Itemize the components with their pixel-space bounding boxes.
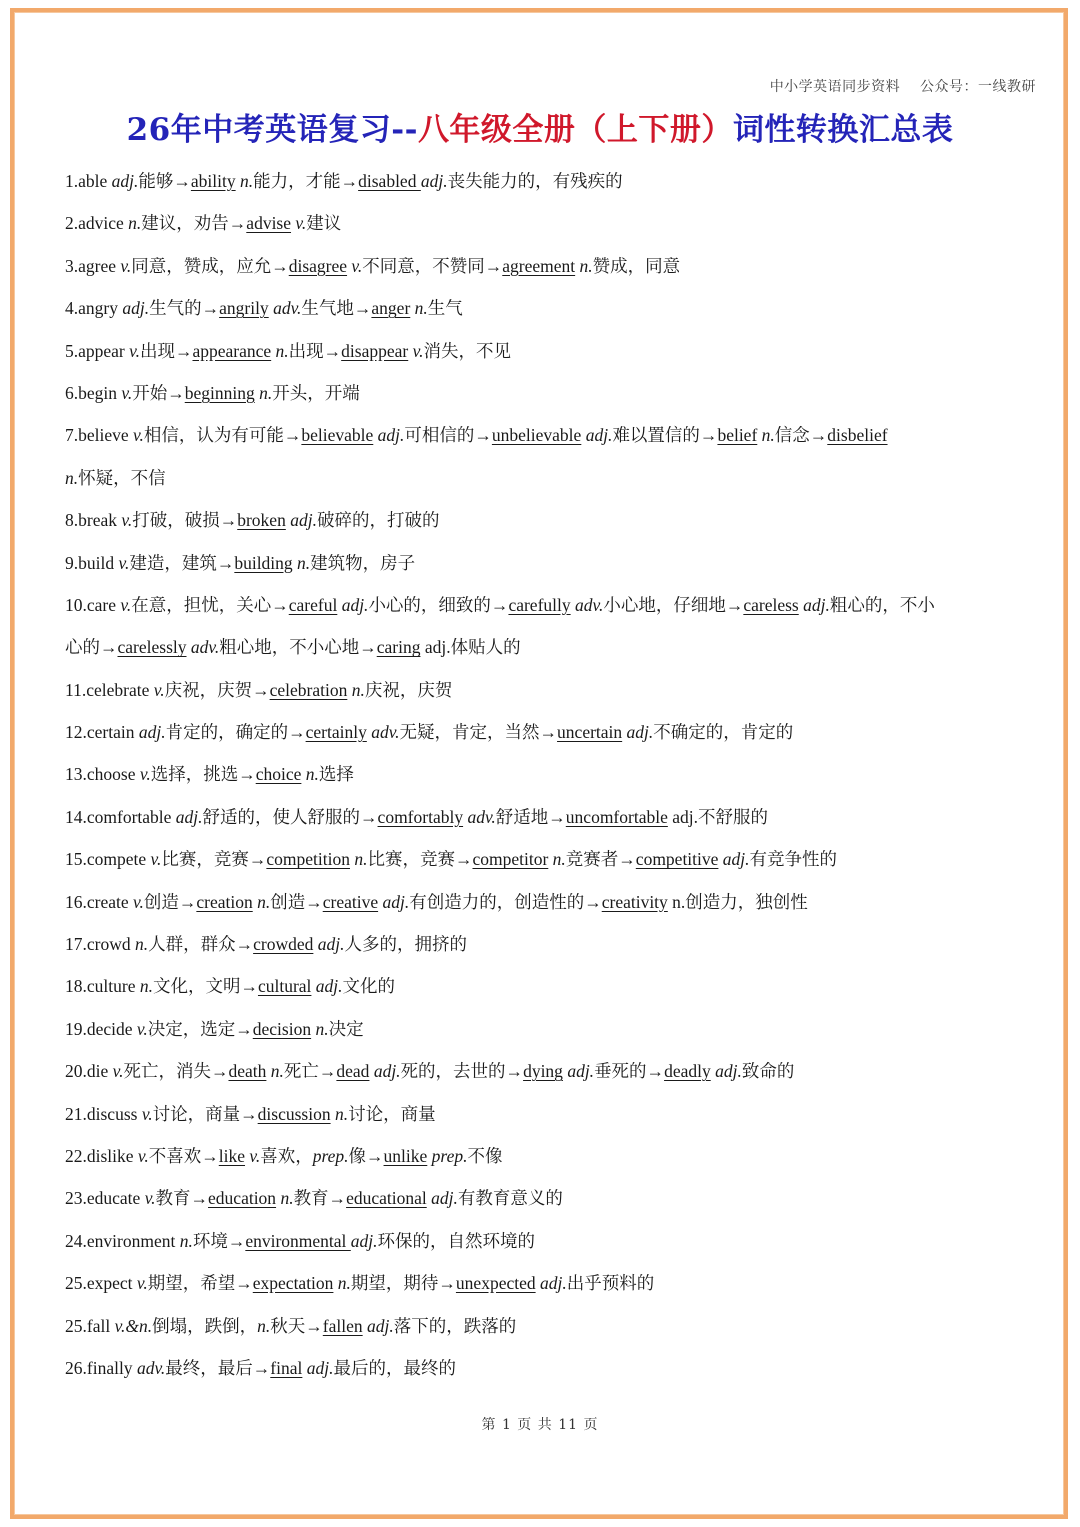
- derived-word: competitor: [472, 849, 549, 870]
- part-of-speech: adj.: [377, 425, 405, 446]
- entry-text: 25.expect: [65, 1273, 137, 1294]
- part-of-speech: v.: [412, 340, 424, 361]
- derived-word: agreement: [502, 255, 576, 276]
- entry-text: 可相信的→: [404, 425, 492, 446]
- entry-line: [65, 669, 1020, 711]
- derived-word: discussion: [257, 1103, 331, 1124]
- entry-text: 19.decide: [65, 1018, 137, 1039]
- part-of-speech: adj.: [382, 891, 410, 912]
- derived-word: building: [234, 552, 293, 573]
- entry-text: 人多的，拥挤的: [344, 934, 467, 955]
- derived-word: final: [270, 1357, 303, 1378]
- part-of-speech: adj.: [715, 1061, 742, 1082]
- entry-text: 人群，群众→: [148, 934, 254, 955]
- derived-word: ability: [190, 171, 236, 191]
- part-of-speech: n.: [270, 1061, 284, 1082]
- entry-text: 比赛，竞赛→: [367, 849, 473, 870]
- derived-word: death: [228, 1061, 267, 1082]
- part-of-speech: v.: [121, 382, 133, 403]
- part-of-speech: n.: [334, 1103, 349, 1124]
- title-part-2: 八年级全册（上下册）: [417, 112, 733, 148]
- entry-text: 期望，希望→: [147, 1273, 253, 1294]
- part-of-speech: adj.: [367, 1315, 394, 1336]
- entry-line: [65, 245, 1020, 287]
- entry-text: 开始→: [132, 382, 185, 403]
- part-of-speech: v.: [133, 425, 144, 446]
- derived-word: dead: [336, 1061, 370, 1082]
- entry-line: [65, 881, 1020, 923]
- entry-text: 打破，破损→: [132, 510, 238, 531]
- entry-text: 比赛，竞赛→: [161, 849, 267, 870]
- derived-word: disagree: [288, 255, 348, 276]
- entry-text: 26.finally: [65, 1357, 137, 1378]
- entry-text: 倒塌，跌倒，: [152, 1315, 258, 1336]
- account-label: 公众号：一线教研: [920, 79, 1036, 95]
- derived-word: dying: [523, 1061, 563, 1082]
- part-of-speech: adj.: [539, 1273, 567, 1294]
- entry-text: 舒适的，使人舒服的→: [202, 806, 378, 827]
- entry-line: [65, 584, 1020, 626]
- entry-text: 出乎预料的: [566, 1273, 655, 1294]
- entry-line: [65, 838, 1020, 880]
- entry-text: 10.care: [65, 594, 121, 615]
- entry-text: 环保的，自然环境的: [377, 1230, 536, 1251]
- entry-text: 21.discuss: [65, 1103, 142, 1124]
- entry-text: 期望，期待→: [350, 1273, 456, 1294]
- entry-text: 出现→: [139, 340, 193, 361]
- derived-word: disappear: [341, 340, 409, 361]
- entry-text: 17.crowd: [65, 934, 135, 955]
- part-of-speech: adv.: [190, 637, 220, 658]
- entry-text: 舒适地→: [495, 806, 566, 827]
- derived-word: certainly: [305, 722, 367, 743]
- page-number: 第 1 页 共 11 页: [481, 1417, 599, 1433]
- part-of-speech: n.: [354, 849, 368, 870]
- part-of-speech: n.: [552, 849, 566, 870]
- part-of-speech: prep.: [431, 1145, 468, 1166]
- entry-text: 不像: [467, 1145, 503, 1166]
- entry-text: 有教育意义的: [457, 1188, 563, 1209]
- derived-word: competition: [266, 849, 350, 870]
- entry-line: [65, 711, 1020, 753]
- entry-text: 7.believe: [65, 425, 134, 446]
- entry-text: 生气: [427, 298, 463, 319]
- entry-text: 11.celebrate: [65, 679, 154, 700]
- entry-text: 有创造力的，创造性的→: [409, 891, 602, 912]
- entry-text: 破碎的，打破的: [316, 510, 440, 531]
- part-of-speech: n.: [179, 1230, 193, 1251]
- entry-text: 喜欢，: [260, 1145, 313, 1166]
- derived-word: uncertain: [557, 722, 623, 743]
- entry-text: 信念→: [774, 425, 828, 446]
- part-of-speech: n.: [257, 891, 271, 912]
- entry-text: 死的，去世的→: [400, 1061, 524, 1082]
- part-of-speech: v.: [139, 764, 151, 785]
- title-part-3: 词性转换汇总表: [732, 112, 954, 148]
- entry-text: adj.体贴人的: [420, 637, 521, 658]
- entry-text: 秋天→: [270, 1315, 323, 1336]
- entry-line: [65, 1347, 1020, 1389]
- entry-text: 落下的，跌落的: [393, 1315, 517, 1336]
- entry-text: 像→: [348, 1145, 384, 1166]
- entry-text: 决定，选定→: [147, 1018, 253, 1039]
- part-of-speech: adj.: [341, 594, 369, 615]
- part-of-speech: v.&n.: [114, 1315, 153, 1336]
- part-of-speech: n.: [275, 340, 289, 361]
- derived-word: anger: [371, 298, 411, 319]
- part-of-speech: v.: [144, 1188, 156, 1209]
- derived-word: disbelief: [827, 425, 888, 446]
- entry-line: [65, 796, 1020, 838]
- derived-word: angrily: [219, 298, 269, 319]
- derived-word: carefully: [508, 594, 571, 615]
- entry-text: 小心地，仔细地→: [603, 594, 744, 615]
- part-of-speech: n.: [579, 255, 593, 276]
- entry-text: 垂死的→: [594, 1061, 665, 1082]
- entry-text: 生气地→: [301, 298, 372, 319]
- part-of-speech: adj.: [585, 425, 613, 446]
- entry-text: 15.compete: [65, 849, 151, 870]
- entry-text: 竞赛者→: [565, 849, 636, 870]
- entry-text: n.创造力，独创性: [667, 891, 808, 912]
- derived-word: celebration: [269, 679, 348, 700]
- title-part-1: 26年中考英语复习--: [126, 112, 418, 148]
- part-of-speech: n.: [134, 934, 149, 955]
- entry-text: 教育→: [293, 1188, 347, 1209]
- entry-text: 难以置信的→: [612, 425, 718, 446]
- entry-text: 死亡，消失→: [123, 1061, 229, 1082]
- part-of-speech: adj.: [626, 722, 654, 743]
- part-of-speech: v.: [249, 1145, 261, 1166]
- derived-word: educational: [346, 1188, 427, 1209]
- entry-line: [65, 1135, 1020, 1177]
- entry-text: 同意，赞成，应允→: [131, 255, 289, 276]
- derived-word: carelessly: [117, 637, 187, 658]
- entry-text: 18.culture: [65, 976, 140, 997]
- entry-text: 文化的: [342, 976, 396, 997]
- part-of-speech: v.: [153, 679, 165, 700]
- entry-line: [65, 1220, 1020, 1262]
- entry-text: 消失，不见: [423, 340, 511, 361]
- entry-text: 致命的: [741, 1061, 795, 1082]
- entry-text: 14.comfortable: [65, 806, 176, 827]
- entry-text: 2.advice: [65, 213, 129, 234]
- entry-text: 丧失能力的，有残疾的: [447, 171, 623, 191]
- part-of-speech: adj.: [138, 722, 166, 743]
- derived-word: unlike: [383, 1145, 428, 1166]
- entry-text: 6.begin: [65, 382, 122, 403]
- entry-text: 1.able: [65, 171, 112, 191]
- derived-word: decision: [252, 1018, 312, 1039]
- entry-text: 能力，才能→: [253, 171, 359, 191]
- part-of-speech: adj.: [175, 806, 203, 827]
- entry-text: 建议: [306, 213, 342, 234]
- entry-line: [65, 1177, 1020, 1219]
- entry-text: 粗心的，不小: [829, 594, 935, 615]
- derived-word: careful: [288, 594, 338, 615]
- entry-text: 生气的→: [149, 298, 220, 319]
- part-of-speech: n.: [280, 1188, 294, 1209]
- part-of-speech: adj.: [317, 934, 345, 955]
- word-conversion-list: [65, 160, 1020, 1389]
- entry-text: 建议，劝告→: [141, 213, 247, 234]
- derived-word: beginning: [184, 382, 255, 403]
- entry-text: 无疑，肯定，当然→: [399, 722, 558, 743]
- part-of-speech: adj.: [290, 510, 317, 531]
- entry-text: 选择: [318, 764, 354, 785]
- derived-word: creative: [322, 891, 379, 912]
- entry-text: 不确定的，肯定的: [653, 722, 794, 743]
- entry-text: 讨论，商量→: [152, 1103, 258, 1124]
- entry-line: [65, 414, 1020, 456]
- part-of-speech: v.: [118, 552, 130, 573]
- derived-word: creativity: [601, 891, 668, 912]
- part-of-speech: v.: [351, 255, 363, 276]
- entry-text: 环境→: [192, 1230, 246, 1251]
- part-of-speech: adj.: [350, 1230, 378, 1251]
- derived-word: unexpected: [455, 1273, 536, 1294]
- entry-text: 能够→: [138, 171, 191, 191]
- part-of-speech: n.: [351, 679, 365, 700]
- part-of-speech: n.: [259, 382, 273, 403]
- derived-word: believable: [301, 425, 374, 446]
- derived-word: choice: [255, 764, 302, 785]
- entry-text: 25.fall: [65, 1315, 115, 1336]
- part-of-speech: adj.: [373, 1061, 401, 1082]
- entry-text: 小心的，细致的→: [368, 594, 509, 615]
- part-of-speech: v.: [295, 213, 307, 234]
- part-of-speech: adj.: [722, 849, 750, 870]
- entry-line: [65, 1093, 1020, 1135]
- entry-text: 开头，开端: [272, 382, 360, 403]
- header-source-note: [770, 76, 1036, 96]
- part-of-speech: adv.: [273, 298, 302, 319]
- part-of-speech: v.: [121, 510, 133, 531]
- entry-text: 13.choose: [65, 764, 140, 785]
- derived-word: like: [218, 1145, 246, 1166]
- part-of-speech: v.: [141, 1103, 153, 1124]
- entry-line: [65, 457, 1020, 499]
- derived-word: creation: [196, 891, 253, 912]
- derived-word: uncomfortable: [565, 806, 668, 827]
- derived-word: deadly: [664, 1061, 711, 1082]
- entry-line: [65, 965, 1020, 1007]
- entry-text: 肯定的，确定的→: [165, 722, 306, 743]
- entry-line: [65, 1305, 1020, 1347]
- derived-word: caring: [376, 637, 421, 658]
- entry-line: [65, 330, 1020, 372]
- part-of-speech: n.: [315, 1018, 329, 1039]
- entry-text: 教育→: [155, 1188, 209, 1209]
- entry-text: 12.certain: [65, 722, 139, 743]
- derived-word: advise: [246, 213, 292, 234]
- entry-text: 不同意，不赞同→: [362, 255, 503, 276]
- entry-line: [65, 1262, 1020, 1304]
- part-of-speech: n.: [240, 171, 254, 191]
- part-of-speech: v.: [120, 255, 132, 276]
- entry-line: [65, 626, 1020, 668]
- entry-text: 9.build: [65, 552, 119, 573]
- part-of-speech: adj.: [111, 171, 139, 191]
- part-of-speech: v.: [150, 849, 162, 870]
- derived-word: fallen: [322, 1315, 363, 1336]
- part-of-speech: n.: [297, 552, 311, 573]
- part-of-speech: n.: [139, 976, 153, 997]
- entry-text: 赞成，同意: [592, 255, 681, 276]
- part-of-speech: v.: [137, 1145, 149, 1166]
- part-of-speech: adj.: [567, 1061, 595, 1082]
- part-of-speech: n.: [257, 1315, 271, 1336]
- part-of-speech: n.: [761, 425, 775, 446]
- entry-text: 心的→: [65, 637, 118, 658]
- derived-word: cultural: [257, 976, 312, 997]
- derived-word: unbelievable: [491, 425, 582, 446]
- entry-line: [65, 1008, 1020, 1050]
- entry-text: 出现→: [288, 340, 342, 361]
- part-of-speech: v.: [136, 1273, 148, 1294]
- entry-text: 建筑物，房子: [310, 552, 416, 573]
- entry-line: [65, 753, 1020, 795]
- entry-text: 16.create: [65, 891, 134, 912]
- entry-text: adj.不舒服的: [667, 806, 768, 827]
- derived-word: education: [208, 1188, 277, 1209]
- entry-text: 不喜欢→: [148, 1145, 219, 1166]
- entry-text: 创造→: [143, 891, 197, 912]
- part-of-speech: adj.: [431, 1188, 458, 1209]
- entry-text: 24.environment: [65, 1230, 180, 1251]
- part-of-speech: n.: [414, 298, 428, 319]
- entry-text: 最终，最后→: [165, 1357, 271, 1378]
- entry-text: 文化，文明→: [152, 976, 258, 997]
- part-of-speech: adj.: [306, 1357, 334, 1378]
- part-of-speech: adj.: [122, 298, 150, 319]
- entry-line: [65, 499, 1020, 541]
- entry-line: [65, 287, 1020, 329]
- source-label: 中小学英语同步资料: [769, 79, 901, 95]
- entry-text: 5.appear: [65, 340, 130, 361]
- derived-word: careless: [743, 594, 799, 615]
- entry-text: 最后的，最终的: [333, 1357, 456, 1378]
- entry-text: 8.break: [65, 510, 122, 531]
- entry-text: 4.angry: [65, 298, 123, 319]
- entry-text: 有竞争性的: [749, 849, 838, 870]
- part-of-speech: n.: [305, 764, 319, 785]
- derived-word: belief: [717, 425, 758, 446]
- part-of-speech: adv.: [467, 806, 496, 827]
- part-of-speech: n.: [65, 467, 79, 488]
- part-of-speech: adj.: [803, 594, 830, 615]
- entry-line: [65, 202, 1020, 244]
- derived-word: appearance: [192, 340, 272, 361]
- entry-text: 决定: [328, 1018, 364, 1039]
- entry-text: 选择，挑选→: [150, 764, 256, 785]
- entry-text: 建造，建筑→: [129, 552, 235, 573]
- part-of-speech: v.: [133, 891, 144, 912]
- entry-text: 创造→: [270, 891, 323, 912]
- entry-text: 22.dislike: [65, 1145, 138, 1166]
- part-of-speech: n.: [128, 213, 142, 234]
- part-of-speech: v.: [136, 1018, 148, 1039]
- part-of-speech: v.: [120, 594, 132, 615]
- part-of-speech: adj.: [420, 171, 448, 191]
- part-of-speech: adv.: [136, 1357, 166, 1378]
- page-title: [0, 108, 1080, 152]
- entry-line: [65, 160, 1020, 202]
- derived-word: environmental: [245, 1230, 351, 1251]
- entry-text: 3.agree: [65, 255, 121, 276]
- derived-word: comfortably: [377, 806, 464, 827]
- entry-text: 讨论，商量: [348, 1103, 436, 1124]
- entry-text: 粗心地，不小心地→: [219, 637, 377, 658]
- part-of-speech: v.: [112, 1061, 124, 1082]
- entry-text: 庆祝，庆贺: [364, 679, 453, 700]
- entry-line: [65, 542, 1020, 584]
- part-of-speech: adv.: [371, 722, 400, 743]
- entry-line: [65, 923, 1020, 965]
- part-of-speech: prep.: [312, 1145, 349, 1166]
- part-of-speech: adj.: [315, 976, 343, 997]
- entry-text: 在意，担忧，关心→: [131, 594, 289, 615]
- entry-text: 相信，认为有可能→: [143, 425, 302, 446]
- derived-word: crowded: [253, 934, 314, 955]
- entry-text: 庆祝，庆贺→: [164, 679, 270, 700]
- entry-text: 20.die: [65, 1061, 113, 1082]
- entry-text: 怀疑，不信: [78, 467, 166, 488]
- entry-text: 23.educate: [65, 1188, 145, 1209]
- entry-line: [65, 372, 1020, 414]
- derived-word: broken: [237, 510, 286, 531]
- entry-line: [65, 1050, 1020, 1092]
- derived-word: competitive: [635, 849, 719, 870]
- part-of-speech: adv.: [575, 594, 604, 615]
- derived-word: expectation: [252, 1273, 334, 1294]
- derived-word: disabled: [358, 171, 421, 191]
- part-of-speech: n.: [337, 1273, 351, 1294]
- part-of-speech: v.: [129, 340, 140, 361]
- entry-text: 死亡→: [283, 1061, 337, 1082]
